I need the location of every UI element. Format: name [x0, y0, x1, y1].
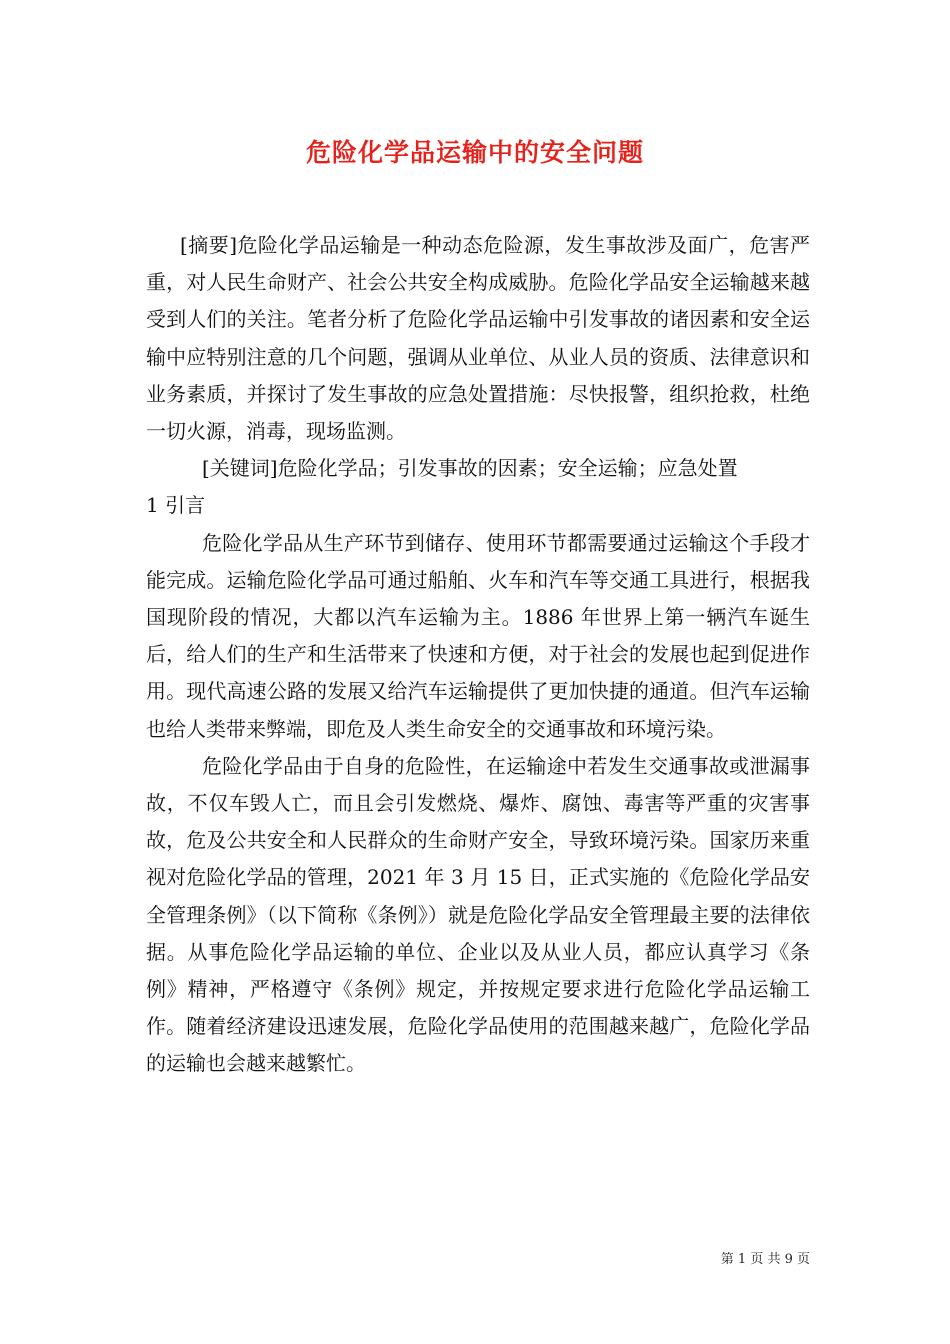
body-paragraph: 危险化学品由于自身的危险性，在运输途中若发生交通事故或泄漏事故，不仅车毁人亡，而且会引发燃烧、爆炸、腐蚀、毒害等严重的灾害事故，危及公共安全和人民群众的生命财产安全，导致环境污染。国家历来重视对危险化学品的管理，2021 年 3 月 15 日，正式实施的《危险化学品安全管理条例》（以下简称《条例》）就是危险化学品安全管理最主要的法律依据。从事危险化学品运输的单位、企业以及从业人员，都应认真学习《条例》精神，严格遵守《条例》规定，并按规定要求进行危险化学品运输工作。随着经济建设迅速发展，危险化学品使用的范围越来越广，危险化学品的运输也会越来越繁忙。	[146, 753, 810, 1076]
section-heading: 1 引言	[146, 493, 206, 518]
document-body	[146, 227, 810, 1083]
body-paragraph: 危险化学品从生产环节到储存、使用环节都需要通过运输这个手段才能完成。运输危险化学品可通过船舶、火车和汽车等交通工具进行，根据我国现阶段的情况，大都以汽车运输为主。1886 年世界上第一辆汽车诞生后，给人们的生产和生活带来了快速和方便，对于社会的发展也起到促进作用。现代高速公路的发展又给汽车运输提供了更加快捷的通道。但汽车运输也给人类带来弊端，即危及人类生命安全的交通事故和环境污染。	[146, 530, 810, 741]
page-number-footer: 第 1 页 共 9 页	[720, 1252, 810, 1267]
abstract-paragraph: [摘要]危险化学品运输是一种动态危险源，发生事故涉及面广，危害严重，对人民生命财产、社会公共安全构成威胁。危险化学品安全运输越来越受到人们的关注。笔者分析了危险化学品运输中引发事故的诸因素和安全运输中应特别注意的几个问题，强调从业单位、从业人员的资质、法律意识和业务素质，并探讨了发生事故的应急处置措施：尽快报警，组织抢救，杜绝一切火源，消毒，现场监测。	[146, 233, 810, 444]
document-title: 危险化学品运输中的安全问题	[305, 138, 644, 167]
keywords-paragraph: [关键词]危险化学品；引发事故的因素；安全运输；应急处置	[202, 456, 738, 481]
